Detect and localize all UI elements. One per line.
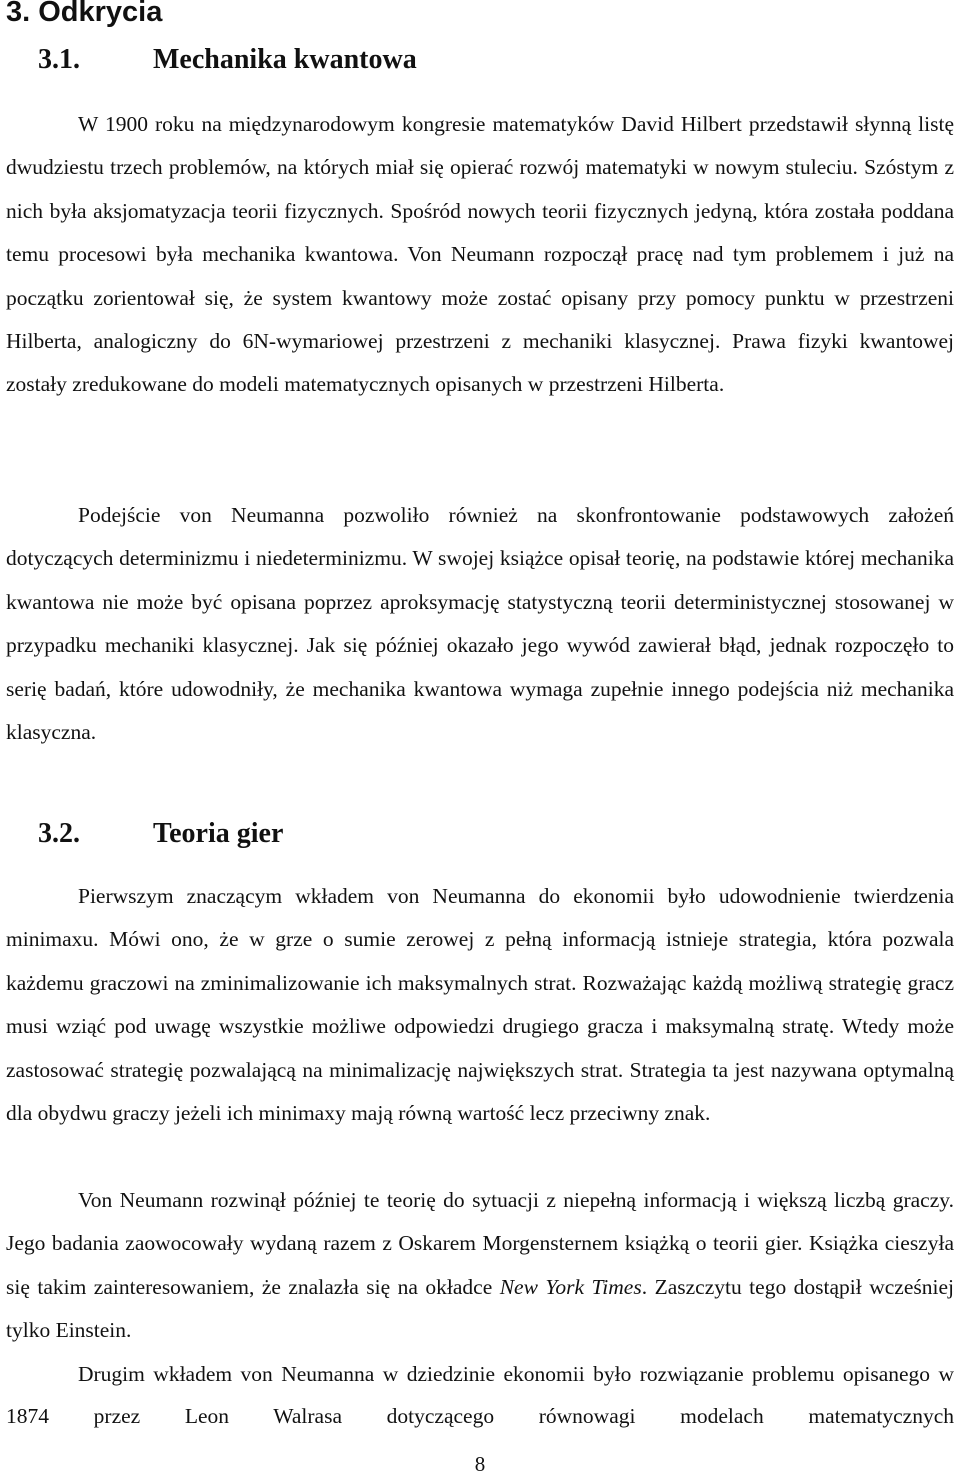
- paragraph-text: . Zaszczytu tego dostąpił wcześniej tylko Einstein.: [6, 1274, 954, 1343]
- page-number: 8: [474, 1452, 486, 1476]
- paragraph-determinism: Podejście von Neumanna pozwoliło również na skonfrontowanie podstawowych założeń dotyczących determinizmu i niedeterminizmu. W swojej książce opisał teorię, na podstawie której mechanika kwantowa nie może być opisana poprzez aproksymację statystyczną teorii deterministycznej stosowanej w przypadku mechaniki klasycznej. Jak się później okazało jego wywód zawierał błąd, jednak rozpoczęło to serię badań, które udowodniły, że mechanika kwantowa wymaga zupełnie innego podejścia niż mechanika klasyczna.: [6, 503, 954, 745]
- section-title: Teoria gier: [153, 818, 284, 849]
- newspaper-title: New York Times: [499, 1274, 642, 1299]
- section-number: 3.1.: [38, 44, 80, 75]
- section-title: Mechanika kwantowa: [153, 44, 417, 75]
- section-number: 3.2.: [38, 818, 80, 849]
- chapter-title: 3. Odkrycia: [6, 0, 163, 28]
- paragraph-minimax: Pierwszym znaczącym wkładem von Neumanna do ekonomii było udowodnienie twierdzenia minimaxu. Mówi ono, że w grze o sumie zerowej z pełną informacją istnieje strategia, która pozwala każdemu graczowi na zminimalizowanie ich maksymalnych strat. Rozważając każdą możliwą strategię gracz musi wziąć pod uwagę wszystkie możliwe odpowiedzi drugiego gracza i maksymalną stratę. Wtedy może zastosować strategię pozwalającą na minimalizację największych strat. Strategia ta jest nazywana optymalną dla obydwu graczy jeżeli ich minimaxy mają równą wartość lecz przeciwny znak.: [6, 884, 954, 1126]
- section-heading-quantum: [38, 44, 417, 76]
- section-heading-game-theory: [38, 818, 283, 850]
- paragraph-game-theory-book: [6, 1179, 954, 1353]
- paragraph-hilbert: W 1900 roku na międzynarodowym kongresie matematyków David Hilbert przedstawił słynną listę dwudziestu trzech problemów, na których miał się opierać rozwój matematyki w nowym stuleciu. Szóstym z nich była aksjomatyzacja teorii fizycznych. Spośród nowych teorii fizycznych jedyną, która została poddana temu procesowi była mechanika kwantowa. Von Neumann rozpoczął pracę nad tym problemem i już na początku zorientował się, że system kwantowy może zostać opisany przy pomocy punktu w przestrzeni Hilberta, analogiczny do 6N-wymariowej przestrzeni z mechaniki klasycznej. Prawa fizyki kwantowej zostały zredukowane do modeli matematycznych opisanych w przestrzeni Hilberta.: [6, 112, 954, 397]
- paragraph-text: Von Neumann rozwinął później te teorię do sytuacji z niepełną informacją i większą liczbą graczy. Jego badania zaowocowały wydaną razem z Oskarem Morgensternem książką o teorii gier. Książka cieszyła się takim zainteresowaniem, że znalazła się na okładce: [6, 1188, 954, 1299]
- paragraph-walras: Drugim wkładem von Neumanna w dziedzinie ekonomii było rozwiązanie problemu opisanego w 1874 przez Leon Walrasa dotyczącego równowagi modelach matematycznych: [6, 1362, 954, 1428]
